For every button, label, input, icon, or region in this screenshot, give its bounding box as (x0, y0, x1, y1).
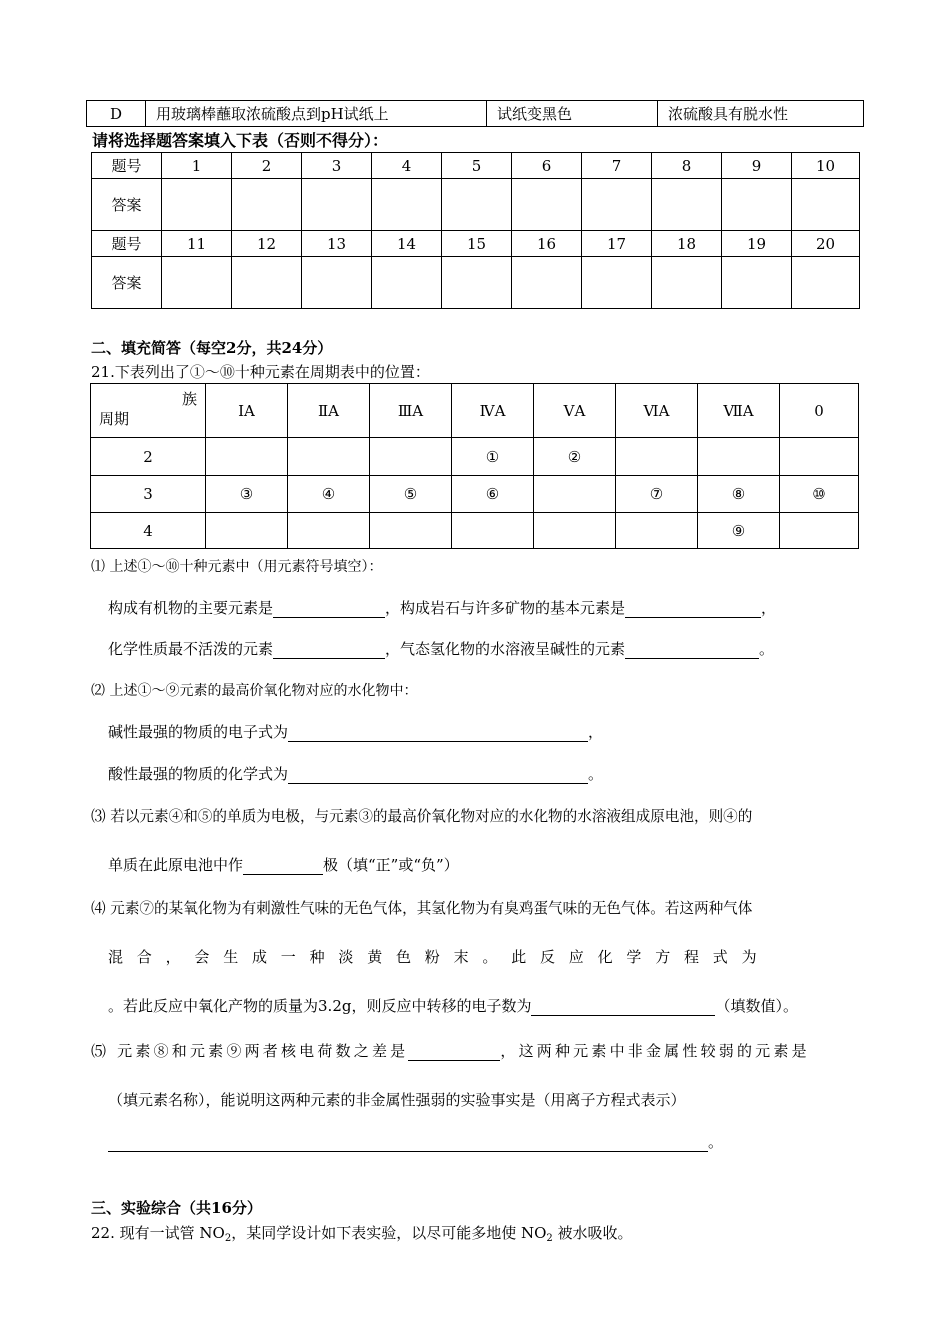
group-header: ⅦA (698, 384, 780, 438)
p4-line3a: 。若此反应中氧化产物的质量为3.2g，则反应中转移的电子数为 (108, 997, 532, 1015)
answer-table (91, 152, 860, 309)
p4-line1: ⑷ 元素⑦的某氧化物为有刺激性气味的无色气体，其氢化物为有臭鸡蛋气味的无色气体。若这两种气体 (91, 900, 753, 917)
row-d-label: D (87, 101, 146, 127)
element-cell (534, 513, 616, 549)
p5-line1 (91, 1040, 810, 1061)
question-number: 15 (442, 231, 512, 257)
p5-line3-end: 。 (708, 1133, 724, 1151)
question-number: 18 (652, 231, 722, 257)
answer-blank[interactable] (273, 643, 385, 659)
q22-c: 被水吸收。 (552, 1224, 633, 1242)
element-cell: ⑨ (698, 513, 780, 549)
table-row (91, 384, 859, 438)
p1-a2: ，构成岩石与许多矿物的基本元素是 (385, 599, 626, 617)
answer-cell[interactable] (162, 257, 232, 309)
element-cell: ③ (206, 476, 288, 513)
p1-b1: 化学性质最不活泼的元素 (108, 640, 274, 658)
element-cell (780, 513, 859, 549)
answer-blank[interactable] (625, 602, 761, 618)
element-cell (370, 438, 452, 476)
element-cell: ① (452, 438, 534, 476)
p2-b-end: 。 (588, 765, 604, 783)
q22-a: 22. 现有一试管 NO (91, 1224, 225, 1242)
question-number: 7 (582, 153, 652, 179)
p5-line2: （填元素名称），能说明这两种元素的非金属性强弱的实验事实是（用离子方程式表示） (108, 1091, 686, 1109)
answer-blank[interactable] (625, 643, 759, 659)
answer-cell[interactable] (652, 257, 722, 309)
question-number: 16 (512, 231, 582, 257)
p3-line2a: 单质在此原电池中作 (108, 856, 244, 874)
p1-b2: ，气态氢化物的水溶液呈碱性的元素 (385, 640, 626, 658)
question-number: 3 (302, 153, 372, 179)
answer-blank[interactable] (288, 768, 588, 784)
element-cell: ⑤ (370, 476, 452, 513)
p2-line-a (108, 721, 603, 742)
element-cell (288, 513, 370, 549)
answer-cell[interactable] (442, 179, 512, 231)
p2-line-b (108, 763, 603, 784)
table-row (92, 179, 860, 231)
p2-b: 酸性最强的物质的化学式为 (108, 765, 289, 783)
ans-label: 答案 (92, 179, 162, 231)
p1-line-a (108, 597, 776, 618)
answer-cell[interactable] (302, 257, 372, 309)
answer-cell[interactable] (512, 179, 582, 231)
group-header: 0 (780, 384, 859, 438)
question-number: 12 (232, 231, 302, 257)
section2-heading: 二、填充简答（每空2分，共24分） (91, 339, 333, 357)
period-label: 3 (91, 476, 206, 513)
table-row-d (86, 100, 864, 127)
row-d-phenomenon: 试纸变黑色 (487, 101, 658, 127)
p4-line2: 混合，会生成一种淡黄色粉末。此反应化学方程式为 (108, 948, 771, 966)
element-cell (698, 438, 780, 476)
answer-cell[interactable] (162, 179, 232, 231)
group-header: ⅠA (206, 384, 288, 438)
answer-cell[interactable] (232, 179, 302, 231)
answer-cell[interactable] (722, 179, 792, 231)
row-d-conclusion: 浓硫酸具有脱水性 (658, 101, 864, 127)
answer-blank[interactable] (243, 859, 323, 875)
p1-a3: ， (761, 599, 777, 617)
p2-title: ⑵ 上述①～⑨元素的最高价氧化物对应的水化物中： (91, 683, 418, 699)
answer-blank[interactable] (273, 602, 385, 618)
group-header: ⅢA (370, 384, 452, 438)
element-cell: ⑩ (780, 476, 859, 513)
p5-line1a: ⑸ 元素⑧和元素⑨两者核电荷数之差是 (91, 1042, 409, 1060)
element-cell (206, 513, 288, 549)
p4-line3 (108, 995, 798, 1016)
row-d-operation: 用玻璃棒蘸取浓硫酸点到pH试纸上 (146, 101, 487, 127)
p1-line-b (108, 638, 774, 659)
group-header: ⅤA (534, 384, 616, 438)
element-cell (616, 513, 698, 549)
question-number: 11 (162, 231, 232, 257)
table-row (92, 257, 860, 309)
table-row (92, 231, 860, 257)
answer-cell[interactable] (372, 179, 442, 231)
p2-a-end: ， (588, 723, 604, 741)
answer-cell[interactable] (582, 257, 652, 309)
element-cell: ⑥ (452, 476, 534, 513)
element-cell: ④ (288, 476, 370, 513)
p5-line1b: ，这两种元素中非金属性较弱的元素是 (500, 1042, 810, 1060)
question-number: 9 (722, 153, 792, 179)
element-cell (206, 438, 288, 476)
question-number: 20 (792, 231, 860, 257)
q21-intro: 21.下表列出了①～⑩十种元素在周期表中的位置： (91, 363, 430, 381)
p5-line3 (108, 1131, 723, 1152)
answer-blank[interactable] (408, 1045, 500, 1061)
element-cell: ② (534, 438, 616, 476)
question-number: 8 (652, 153, 722, 179)
q22-text (91, 1222, 633, 1244)
table-row (91, 476, 859, 513)
p2-a: 碱性最强的物质的电子式为 (108, 723, 289, 741)
answer-cell[interactable] (582, 179, 652, 231)
question-number: 4 (372, 153, 442, 179)
question-number: 19 (722, 231, 792, 257)
element-cell: ⑦ (616, 476, 698, 513)
answer-blank[interactable] (288, 726, 588, 742)
answer-cell[interactable] (232, 257, 302, 309)
element-cell (288, 438, 370, 476)
answer-cell[interactable] (512, 257, 582, 309)
element-cell (780, 438, 859, 476)
element-cell (370, 513, 452, 549)
p4-line3b: （填数值）。 (715, 997, 798, 1015)
section3-heading: 三、实验综合（共16分） (91, 1199, 262, 1217)
p3-line1: ⑶ 若以元素④和⑤的单质为电极，与元素③的最高价氧化物对应的水化物的水溶液组成原电池，则④的 (91, 808, 753, 825)
num-label: 题号 (92, 153, 162, 179)
group-header: ⅥA (616, 384, 698, 438)
element-cell: ⑧ (698, 476, 780, 513)
element-cell (452, 513, 534, 549)
question-number: 1 (162, 153, 232, 179)
answer-blank[interactable] (531, 1000, 715, 1016)
question-number: 10 (792, 153, 860, 179)
answer-cell[interactable] (372, 257, 442, 309)
element-cell (616, 438, 698, 476)
p1-title: ⑴ 上述①～⑩十种元素中（用元素符号填空）： (91, 559, 383, 575)
p3-line2 (108, 854, 459, 875)
corner-bottom: 周期 (99, 410, 130, 428)
answer-cell[interactable] (442, 257, 512, 309)
question-number: 13 (302, 231, 372, 257)
periodic-table (90, 383, 859, 549)
q22-b: ，某同学设计如下表实验，以尽可能多地使 NO (231, 1224, 547, 1242)
answer-cell[interactable] (722, 257, 792, 309)
subscript: 2 (546, 1233, 553, 1244)
question-number: 14 (372, 231, 442, 257)
answer-cell[interactable] (792, 179, 860, 231)
corner-top: 族 (181, 390, 197, 408)
question-number: 17 (582, 231, 652, 257)
table-row (91, 438, 859, 476)
group-header: ⅡA (288, 384, 370, 438)
question-number: 6 (512, 153, 582, 179)
p3-line2b: 极（填“正”或“负”） (323, 856, 459, 874)
period-label: 2 (91, 438, 206, 476)
ans-label: 答案 (92, 257, 162, 309)
p1-a1: 构成有机物的主要元素是 (108, 599, 274, 617)
element-cell (534, 476, 616, 513)
corner-cell (91, 384, 206, 438)
answer-cell[interactable] (792, 257, 860, 309)
answer-instruction: 请将选择题答案填入下表（否则不得分）： (92, 131, 389, 150)
subscript: 2 (224, 1233, 232, 1244)
period-label: 4 (91, 513, 206, 549)
answer-cell[interactable] (652, 179, 722, 231)
answer-blank[interactable] (108, 1136, 708, 1152)
answer-cell[interactable] (302, 179, 372, 231)
p1-b3: 。 (759, 640, 775, 658)
question-number: 5 (442, 153, 512, 179)
table-row (91, 513, 859, 549)
group-header: ⅣA (452, 384, 534, 438)
question-number: 2 (232, 153, 302, 179)
num-label: 题号 (92, 231, 162, 257)
table-row (92, 153, 860, 179)
